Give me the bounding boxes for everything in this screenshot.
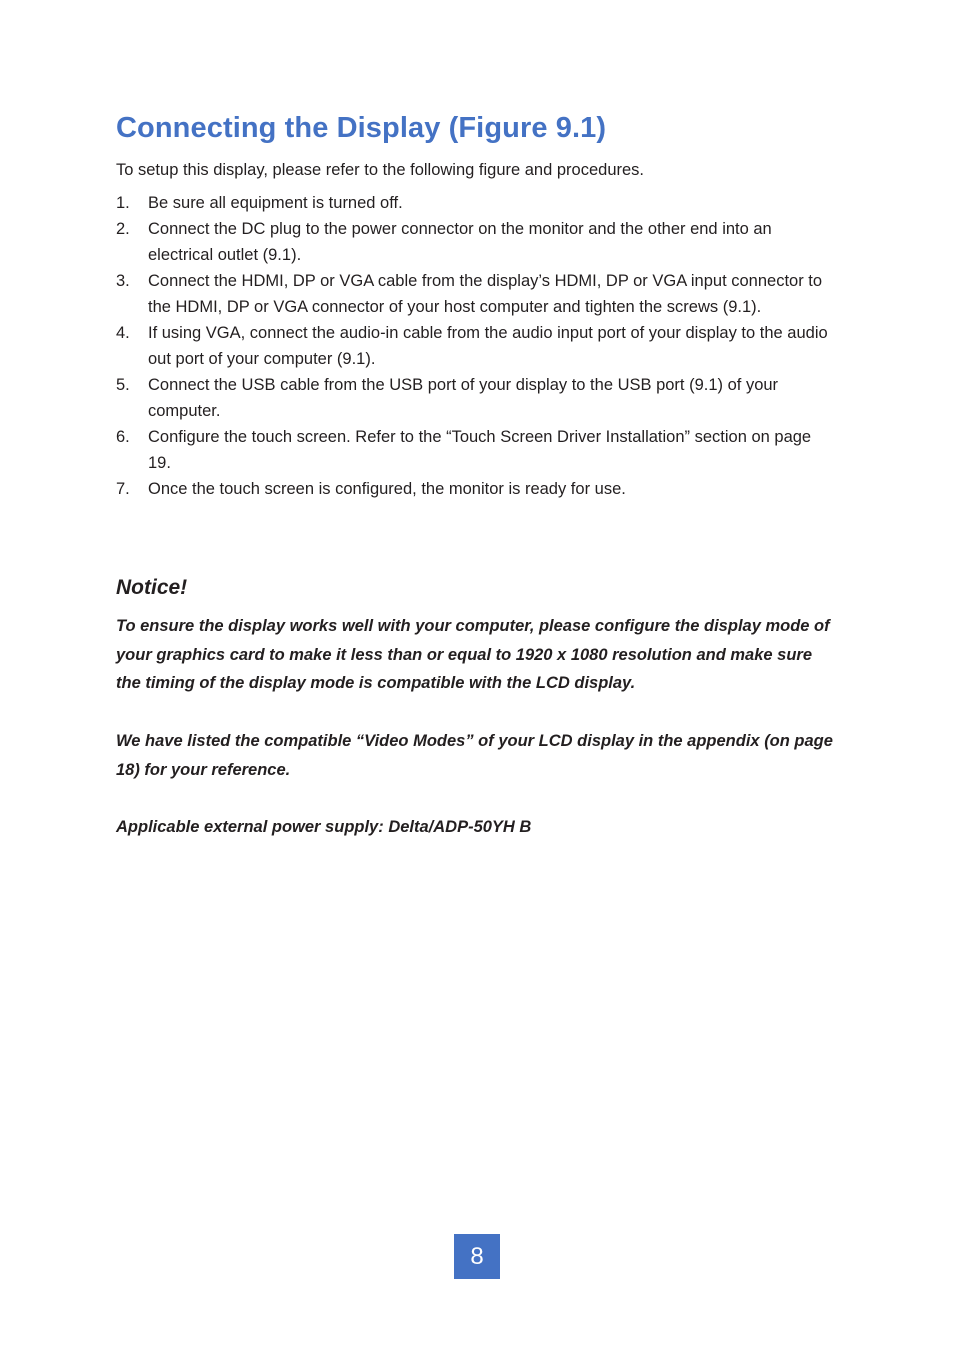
page-number-badge: 8 [454,1234,500,1279]
step-text: If using VGA, connect the audio-in cable from the audio input port of your display to the audio out port of your computer (9.1). [148,324,828,368]
step-text: Connect the USB cable from the USB port of your display to the USB port (9.1) of your computer. [148,376,779,420]
step-number: 1. [116,194,130,212]
notice-resolution-text: To ensure the display works well with your computer, please configure the display mode of your graphics card to make it less than or equal to 1920 x 1080 resolution and make sure the timing of the display mode is compatible with the LCD display. [116,617,830,692]
step-text: Be sure all equipment is turned off. [148,194,403,212]
intro-text: To setup this display, please refer to the following figure and procedures. [116,161,644,179]
step-number: 7. [116,480,130,498]
step-number: 6. [116,428,130,446]
step-text: Connect the HDMI, DP or VGA cable from the display’s HDMI, DP or VGA input connector to the HDMI, DP or VGA connector of your host computer and tighten the screws (9.1). [148,272,823,316]
list-item [116,190,836,216]
step-number: 5. [116,376,130,394]
list-item [116,424,836,476]
step-number: 3. [116,272,130,290]
procedure-list [116,190,836,502]
step-text: Configure the touch screen. Refer to the “Touch Screen Driver Installation” section on page 19. [148,428,812,472]
list-item [116,372,836,424]
list-item [116,268,836,320]
list-item [116,320,836,372]
step-text: Once the touch screen is configured, the monitor is ready for use. [148,480,626,498]
notice-video-modes-text: We have listed the compatible “Video Modes” of your LCD display in the appendix (on page 18) for your reference. [116,732,833,779]
list-item [116,476,836,502]
notice-power-supply-text: Applicable external power supply: Delta/ADP-50YH B [116,818,532,836]
step-text: Connect the DC plug to the power connector on the monitor and the other end into an electrical outlet (9.1). [148,220,772,264]
list-item [116,216,836,268]
page-title: Connecting the Display (Figure 9.1) [116,112,607,144]
step-number: 2. [116,220,130,238]
step-number: 4. [116,324,130,342]
notice-heading: Notice! [116,576,188,599]
